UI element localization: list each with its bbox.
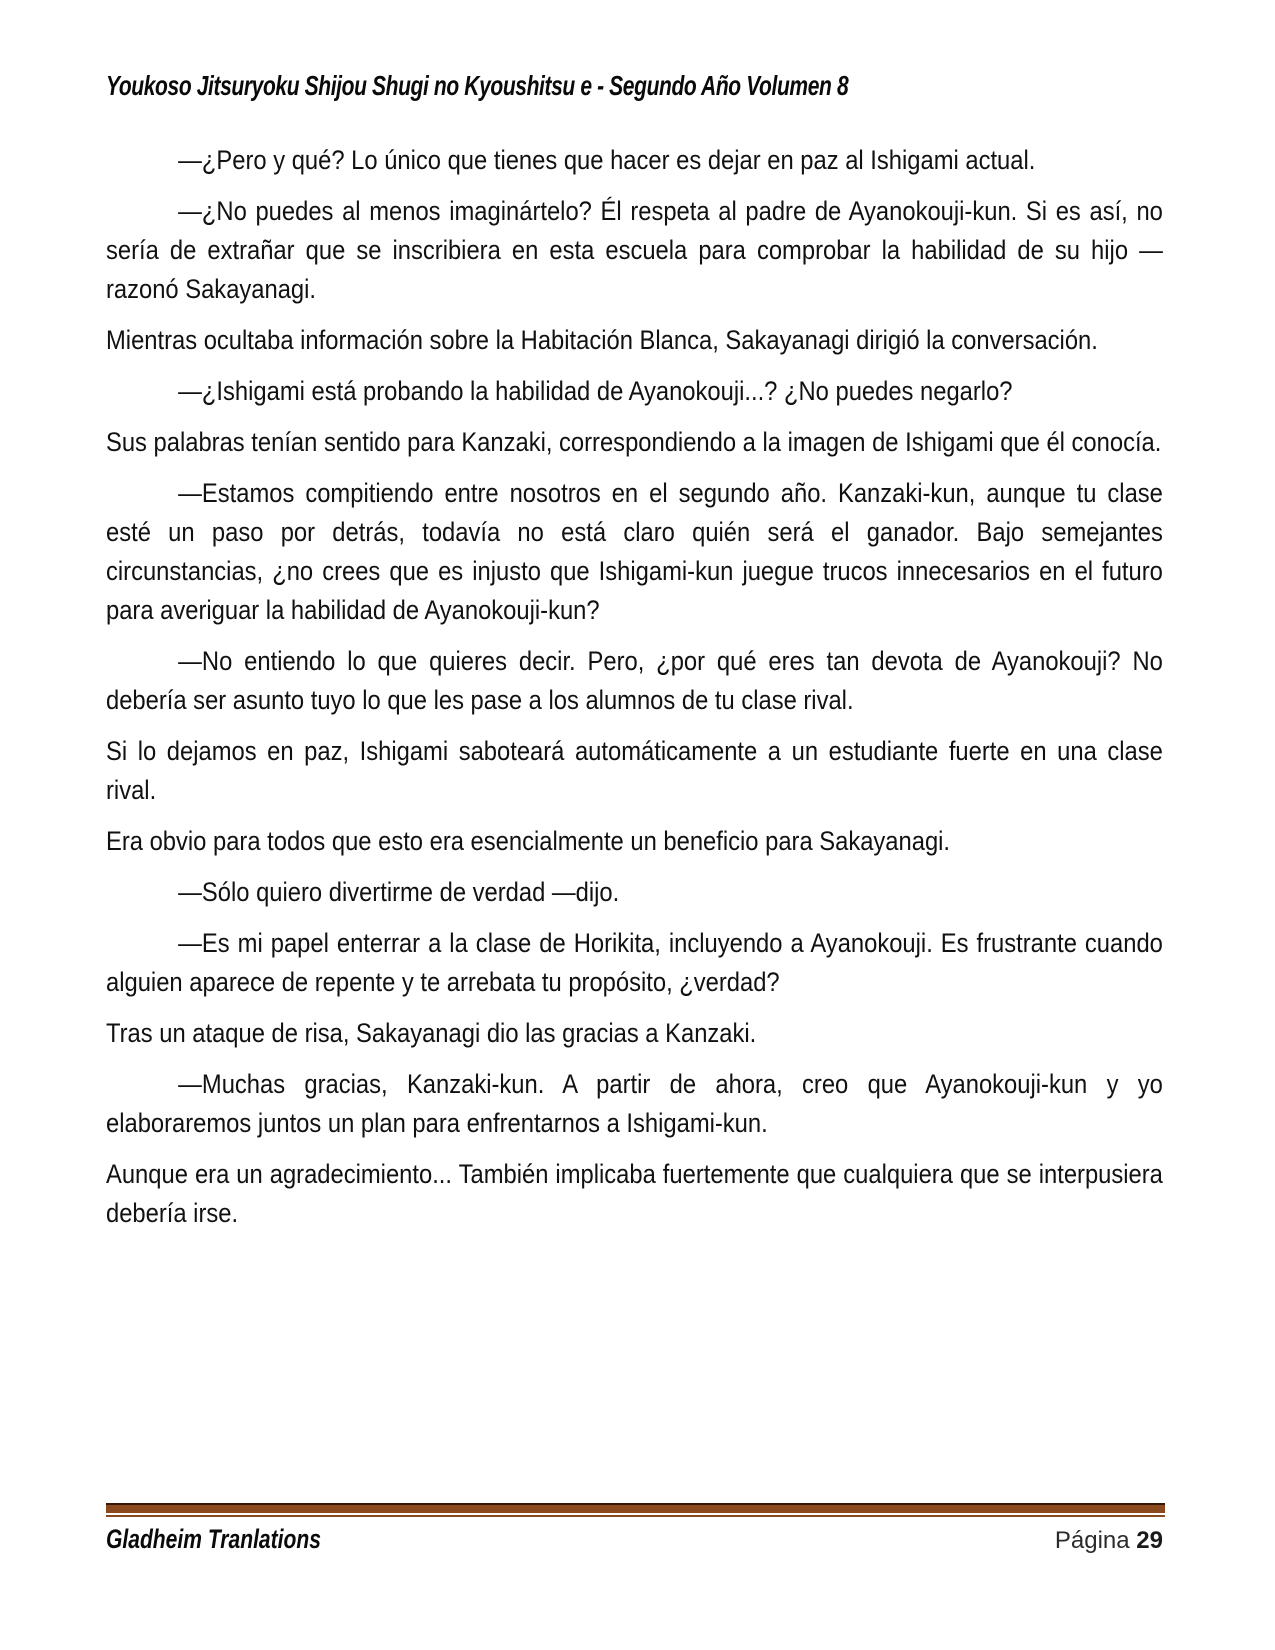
paragraph: Aunque era un agradecimiento... También implicaba fuertemente que cualquiera que se interpusiera debería irse.	[106, 1159, 1163, 1228]
paragraph: —¿Ishigami está probando la habilidad de Ayanokouji...? ¿No puedes negarlo?	[178, 376, 1013, 406]
page-number-value: 29	[1136, 1527, 1163, 1554]
page-number-label: Página	[1054, 1527, 1130, 1554]
paragraph: —¿No puedes al menos imaginártelo? Él respeta al padre de Ayanokouji-kun. Si es así, no sería de extrañar que se inscribiera en esta escuela para comprobar la habilidad de su hijo —razonó Sakayanagi.	[106, 196, 1163, 304]
page-header	[106, 70, 1081, 102]
paragraph: —Es mi papel enterrar a la clase de Horikita, incluyendo a Ayanokouji. Es frustrante cuando alguien aparece de repente y te arrebata tu propósito, ¿verdad?	[106, 928, 1163, 997]
paragraph: Sus palabras tenían sentido para Kanzaki, correspondiendo a la imagen de Ishigami que él conocía.	[106, 427, 1162, 457]
footer-divider	[106, 1503, 1165, 1517]
footer-divider-thick-line	[106, 1505, 1165, 1513]
paragraph: Tras un ataque de risa, Sakayanagi dio las gracias a Kanzaki.	[106, 1018, 757, 1048]
paragraph: —Muchas gracias, Kanzaki-kun. A partir de ahora, creo que Ayanokouji-kun y yo elaboraremos juntos un plan para enfrentarnos a Ishigami-kun.	[106, 1069, 1163, 1138]
footer-divider-thin-line	[106, 1515, 1165, 1517]
paragraph: —Estamos compitiendo entre nosotros en el segundo año. Kanzaki-kun, aunque tu clase esté un paso por detrás, todavía no está claro quién será el ganador. Bajo semejantes circunstancias, ¿no crees que es injusto que Ishigami-kun juegue trucos innecesarios en el futuro para averiguar la habilidad de Ayanokouji-kun?	[106, 478, 1163, 625]
paragraph: Era obvio para todos que esto era esencialmente un beneficio para Sakayanagi.	[106, 826, 951, 856]
paragraph: —Sólo quiero divertirme de verdad —dijo.	[178, 877, 620, 907]
paragraph: —No entiendo lo que quieres decir. Pero, ¿por qué eres tan devota de Ayanokouji? No debería ser asunto tuyo lo que les pase a los alumnos de tu clase rival.	[106, 646, 1163, 715]
paragraph: Mientras ocultaba información sobre la Habitación Blanca, Sakayanagi dirigió la conversación.	[106, 325, 1098, 355]
footer	[106, 1524, 321, 1555]
footer-translator: Gladheim Tranlations	[106, 1524, 321, 1554]
header-title: Youkoso Jitsuryoku Shijou Shugi no Kyoushitsu e - Segundo Año Volumen 8	[106, 70, 849, 101]
page-number	[1055, 1527, 1163, 1555]
paragraph: —¿Pero y qué? Lo único que tienes que hacer es dejar en paz al Ishigami actual.	[178, 145, 1036, 175]
page-body	[106, 141, 1163, 1245]
paragraph: Si lo dejamos en paz, Ishigami saboteará automáticamente a un estudiante fuerte en una clase rival.	[106, 736, 1163, 805]
